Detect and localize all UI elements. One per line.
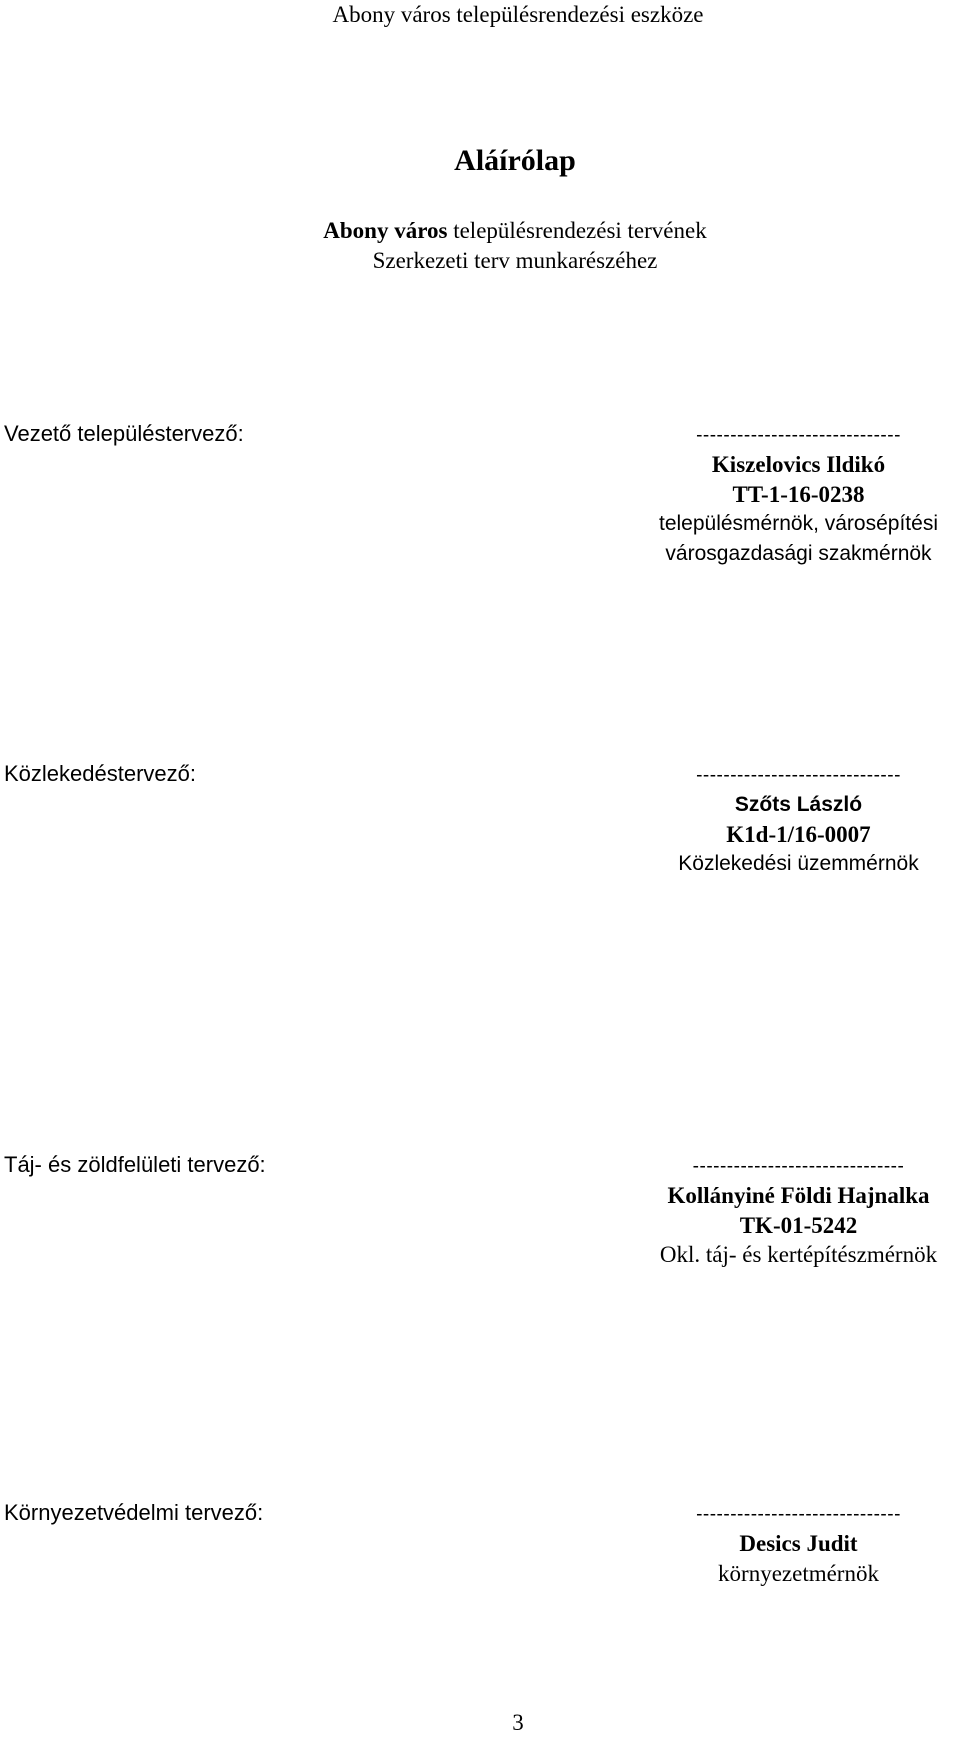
signer-name: Kollányiné Földi Hajnalka: [667, 1183, 930, 1208]
subtitle-line-1: [0, 216, 960, 246]
signature-line: ------------------------------: [696, 1504, 901, 1525]
license-number: K1d-1/16-0007: [726, 821, 871, 847]
page-title: Aláírólap: [454, 144, 576, 177]
signature-block-landscape-planner: [568, 1152, 960, 1270]
document-subtitle: [0, 216, 960, 276]
subtitle-city: Abony város: [323, 218, 448, 243]
signature-line: -------------------------------: [692, 1156, 905, 1177]
license-number: TK-01-5242: [739, 1212, 858, 1238]
signature-block-lead-planner: [568, 421, 960, 568]
document-header: Abony város településrendezési eszköze: [332, 2, 704, 27]
role-label-transport-planner: Közlekedéstervező:: [4, 761, 196, 786]
signature-block-transport-planner: [568, 761, 960, 879]
signer-name: Szőts László: [734, 793, 863, 816]
subtitle-line-2: Szerkezeti terv munkarészéhez: [372, 248, 658, 273]
page-number: 3: [512, 1710, 524, 1735]
signature-line: ------------------------------: [696, 425, 901, 446]
role-label-landscape-planner: Táj- és zöldfelületi tervező:: [4, 1152, 266, 1177]
role-label-lead-planner: Vezető településtervező:: [4, 421, 244, 446]
signer-title-line: környezetmérnök: [718, 1560, 879, 1586]
signer-name: Desics Judit: [739, 1531, 858, 1556]
signature-line: ------------------------------: [696, 765, 901, 786]
signer-title-line: városgazdasági szakmérnök: [665, 541, 932, 565]
signer-title-line: településmérnök, városépítési: [659, 512, 938, 535]
signer-title-line: Okl. táj- és kertépítészmérnök: [659, 1242, 938, 1267]
license-number: TT-1-16-0238: [732, 481, 865, 507]
signature-block-environmental-planner: [568, 1500, 960, 1588]
signer-name: Kiszelovics Ildikó: [711, 452, 886, 477]
subtitle-line-1-rest: településrendezési tervének: [447, 218, 707, 243]
signer-title-line: Közlekedési üzemmérnök: [678, 852, 919, 875]
role-label-environmental-planner: Környezetvédelmi tervező:: [4, 1500, 264, 1525]
